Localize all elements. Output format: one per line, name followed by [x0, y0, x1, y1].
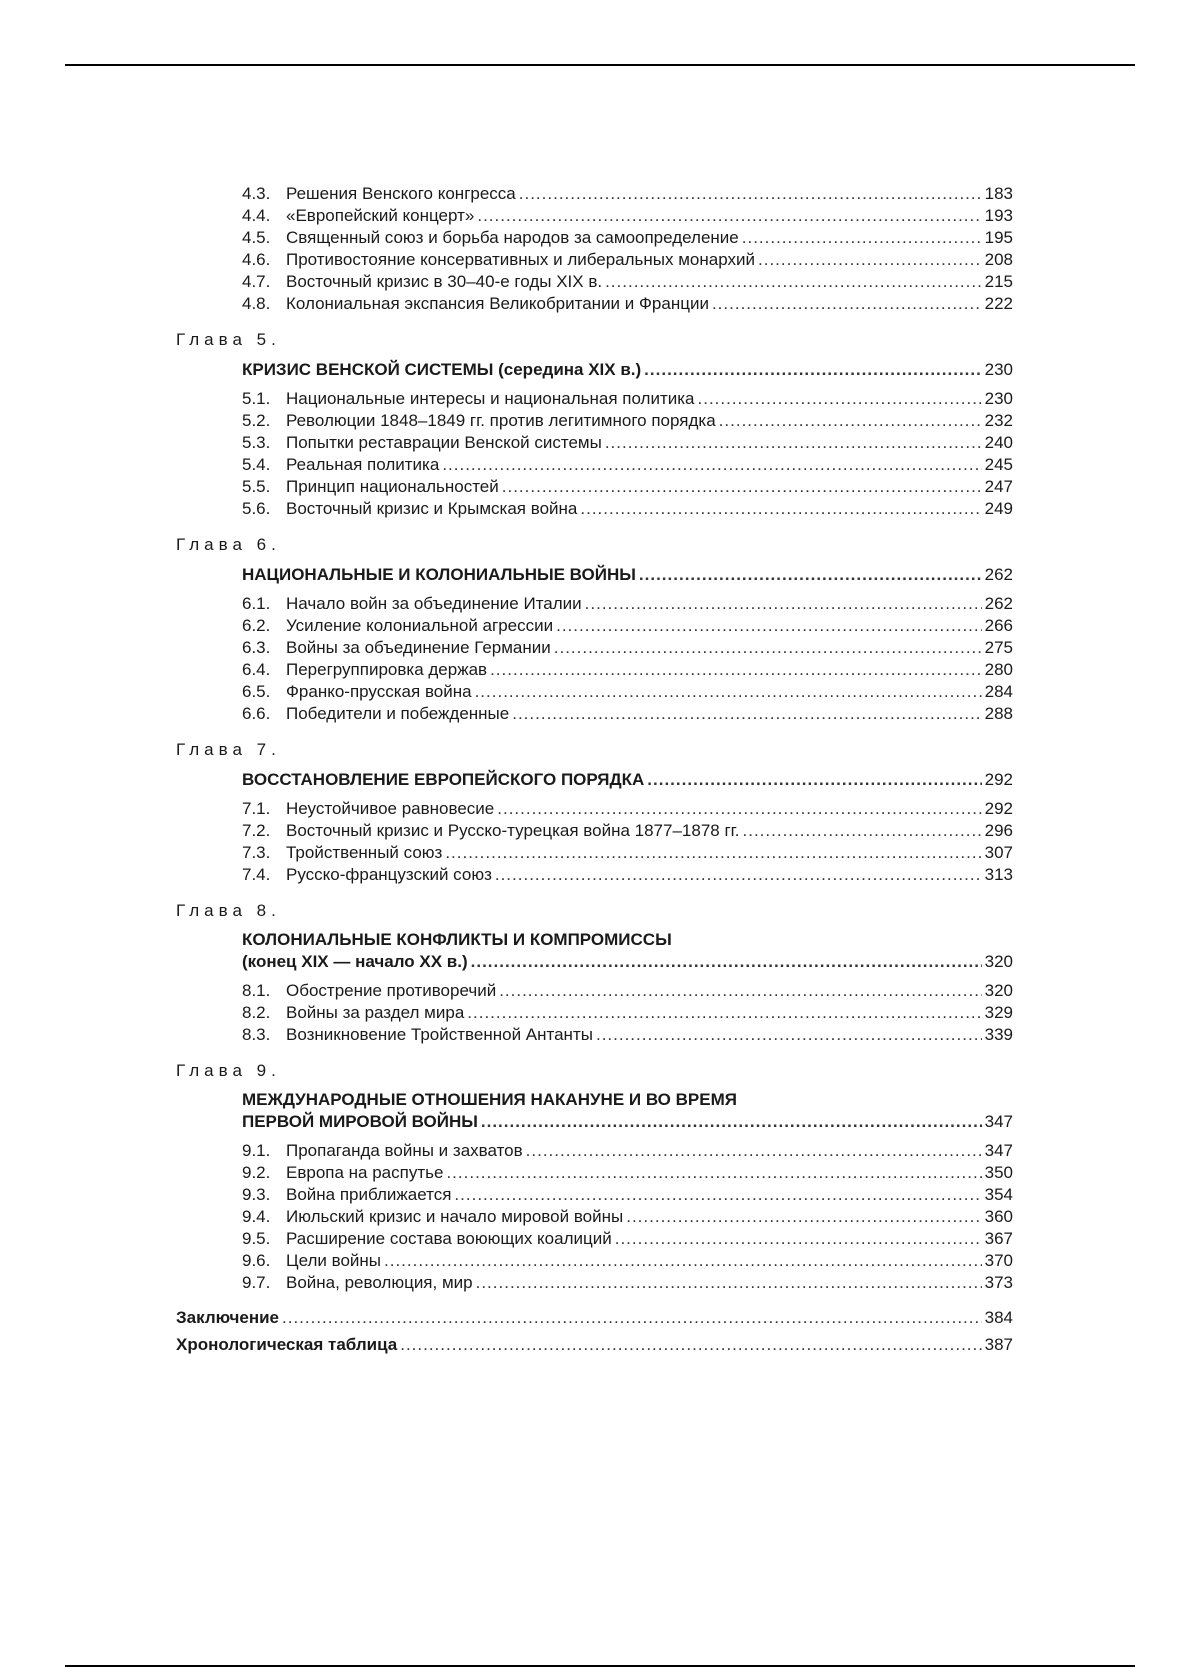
- page-number: 288: [984, 704, 1013, 723]
- toc-entry-6-6[interactable]: [242, 703, 1013, 725]
- dot-leader: [454, 1184, 981, 1206]
- entry-title: Национальные интересы и национальная политика: [286, 389, 695, 408]
- entry-title: Война приближается: [286, 1185, 452, 1204]
- dot-leader: [476, 1272, 982, 1294]
- entry-number: 6.2.: [242, 616, 271, 635]
- entry-title: Перегруппировка держав: [286, 660, 488, 679]
- entry-number: 5.2.: [242, 411, 271, 430]
- toc-entry-chronology[interactable]: [176, 1334, 1013, 1356]
- page-number: 208: [984, 250, 1013, 269]
- entry-number: 9.1.: [242, 1141, 271, 1160]
- dot-leader: [626, 1206, 981, 1228]
- entry-title: Восточный кризис в 30–40-е годы XIX в.: [286, 272, 603, 291]
- page-number: 275: [984, 638, 1013, 657]
- entry-number: 4.4.: [242, 206, 271, 225]
- entry-title: Принцип национальностей: [286, 477, 499, 496]
- dot-leader: [647, 769, 981, 791]
- entry-title: Расширение состава воюющих коалиций: [286, 1229, 612, 1248]
- page-number: 307: [984, 843, 1013, 862]
- entry-number: 5.4.: [242, 455, 271, 474]
- page-number: 387: [984, 1335, 1013, 1354]
- dot-leader: [445, 842, 981, 864]
- chapter-9-title-line1[interactable]: МЕЖДУНАРОДНЫЕ ОТНОШЕНИЯ НАКАНУНЕ И ВО ВРЕМЯ: [242, 1090, 737, 1109]
- dot-leader: [400, 1334, 981, 1356]
- chapter-title: ПЕРВОЙ МИРОВОЙ ВОЙНЫ: [242, 1112, 478, 1131]
- toc-entry-5-3[interactable]: [242, 432, 1013, 454]
- dot-leader: [596, 1024, 982, 1046]
- chapter-label: Глава 7.: [176, 740, 281, 759]
- page-number: 230: [984, 389, 1013, 408]
- entry-title: Решения Венского конгресса: [286, 184, 516, 203]
- page-number: 195: [984, 228, 1013, 247]
- toc-entry-4-5[interactable]: [242, 227, 1013, 249]
- entry-number: 8.1.: [242, 981, 271, 1000]
- dot-leader: [615, 1228, 982, 1250]
- dot-leader: [639, 564, 982, 586]
- entry-number: 5.3.: [242, 433, 271, 452]
- entry-title: Колониальная экспансия Великобритании и Франции: [286, 294, 709, 313]
- chapter-5-heading[interactable]: [242, 359, 1013, 381]
- chapter-9-heading[interactable]: [242, 1111, 1013, 1133]
- entry-title: Возникновение Тройственной Антанты: [286, 1025, 593, 1044]
- entry-number: 9.5.: [242, 1229, 271, 1248]
- entry-title: Войны за объединение Германии: [286, 638, 551, 657]
- chapter-label: Глава 6.: [176, 535, 281, 554]
- page-number: 347: [984, 1141, 1013, 1160]
- toc-entry-9-6[interactable]: [242, 1250, 1013, 1272]
- dot-leader: [712, 293, 982, 315]
- dot-leader: [497, 798, 981, 820]
- entry-title: Заключение: [176, 1308, 279, 1327]
- page-number: 249: [984, 499, 1013, 518]
- toc-entry-6-1[interactable]: [242, 593, 1013, 615]
- entry-number: 5.5.: [242, 477, 271, 496]
- page-number: 292: [984, 799, 1013, 818]
- entry-title: Начало войн за объединение Италии: [286, 594, 582, 613]
- toc-entry-9-2[interactable]: [242, 1162, 1013, 1184]
- dot-leader: [605, 271, 982, 293]
- toc-entry-9-3[interactable]: [242, 1184, 1013, 1206]
- entry-number: 4.6.: [242, 250, 271, 269]
- toc-entry-5-5[interactable]: [242, 476, 1013, 498]
- dot-leader: [442, 454, 981, 476]
- page-number: 222: [984, 294, 1013, 313]
- page-number: 262: [984, 594, 1013, 613]
- dot-leader: [512, 703, 981, 725]
- entry-number: 9.7.: [242, 1273, 271, 1292]
- toc-entry-6-3[interactable]: [242, 637, 1013, 659]
- toc-entry-9-5[interactable]: [242, 1228, 1013, 1250]
- entry-title: Усиление колониальной агрессии: [286, 616, 554, 635]
- entry-title: Восточный кризис и Крымская война: [286, 499, 578, 518]
- toc-entry-conclusion[interactable]: [176, 1307, 1013, 1329]
- dot-leader: [719, 410, 982, 432]
- entry-number: 6.3.: [242, 638, 271, 657]
- entry-title: Франко-прусская война: [286, 682, 472, 701]
- page-number: 266: [984, 616, 1013, 635]
- page-number: 296: [984, 821, 1013, 840]
- dot-leader: [471, 951, 982, 973]
- chapter-label: Глава 9.: [176, 1061, 281, 1080]
- page-number: 320: [984, 981, 1013, 1000]
- entry-title: Восточный кризис и Русско-турецкая война 1877–1878 гг.: [286, 821, 740, 840]
- entry-number: 8.2.: [242, 1003, 271, 1022]
- page-number: 193: [984, 206, 1013, 225]
- entry-number: 6.4.: [242, 660, 271, 679]
- dot-leader: [742, 227, 982, 249]
- chapter-title: НАЦИОНАЛЬНЫЕ И КОЛОНИАЛЬНЫЕ ВОЙНЫ: [242, 565, 636, 584]
- page-number: 240: [984, 433, 1013, 452]
- entry-number: 7.4.: [242, 865, 271, 884]
- entry-title: «Европейский концерт»: [286, 206, 475, 225]
- entry-number: 4.7.: [242, 272, 271, 291]
- chapter-label: Глава 8.: [176, 901, 281, 920]
- toc-entry-8-1[interactable]: [242, 980, 1013, 1002]
- toc-entry-5-1[interactable]: [242, 388, 1013, 410]
- dot-leader: [743, 820, 982, 842]
- entry-title: Пропаганда войны и захватов: [286, 1141, 523, 1160]
- dot-leader: [467, 1002, 981, 1024]
- page-number: 262: [984, 565, 1013, 584]
- page-number: 230: [984, 360, 1013, 379]
- dot-leader: [477, 205, 981, 227]
- page-number: 284: [984, 682, 1013, 701]
- dot-leader: [475, 681, 982, 703]
- entry-title: Войны за раздел мира: [286, 1003, 465, 1022]
- entry-number: 7.1.: [242, 799, 271, 818]
- page-number: 339: [984, 1025, 1013, 1044]
- page-number: 350: [984, 1163, 1013, 1182]
- page-number: 245: [984, 455, 1013, 474]
- entry-title: Противостояние консервативных и либеральных монархий: [286, 250, 755, 269]
- entry-title: Хронологическая таблица: [176, 1335, 398, 1354]
- dot-leader: [554, 637, 982, 659]
- toc-entry-6-4[interactable]: [242, 659, 1013, 681]
- entry-number: 9.4.: [242, 1207, 271, 1226]
- entry-number: 9.3.: [242, 1185, 271, 1204]
- page-number: 292: [984, 770, 1013, 789]
- page-number: 247: [984, 477, 1013, 496]
- page-number: 373: [984, 1273, 1013, 1292]
- entry-title: Европа на распутье: [286, 1163, 444, 1182]
- entry-number: 4.3.: [242, 184, 271, 203]
- entry-number: 6.1.: [242, 594, 271, 613]
- page-number: 354: [984, 1185, 1013, 1204]
- entry-number: 5.6.: [242, 499, 271, 518]
- dot-leader: [605, 432, 982, 454]
- toc-entry-4-4[interactable]: [242, 205, 1013, 227]
- toc-entry-6-2[interactable]: [242, 615, 1013, 637]
- entry-title: Цели войны: [286, 1251, 382, 1270]
- page-number: 360: [984, 1207, 1013, 1226]
- entry-title: Тройственный союз: [286, 843, 443, 862]
- dot-leader: [585, 593, 982, 615]
- toc-entry-9-4[interactable]: [242, 1206, 1013, 1228]
- dot-leader: [490, 659, 982, 681]
- toc-entry-8-2[interactable]: [242, 1002, 1013, 1024]
- toc-entry-7-4[interactable]: [242, 864, 1013, 886]
- page-number: 370: [984, 1251, 1013, 1270]
- entry-number: 8.3.: [242, 1025, 271, 1044]
- entry-title: Неустойчивое равновесие: [286, 799, 495, 818]
- top-rule: [65, 64, 1135, 66]
- page-number: 280: [984, 660, 1013, 679]
- toc-entry-4-7[interactable]: [242, 271, 1013, 293]
- page-number: 347: [984, 1112, 1013, 1131]
- chapter-title: ВОССТАНОВЛЕНИЕ ЕВРОПЕЙСКОГО ПОРЯДКА: [242, 770, 645, 789]
- chapter-8-title-line1[interactable]: КОЛОНИАЛЬНЫЕ КОНФЛИКТЫ И КОМПРОМИССЫ: [242, 930, 672, 949]
- dot-leader: [519, 183, 982, 205]
- dot-leader: [556, 615, 982, 637]
- entry-number: 6.5.: [242, 682, 271, 701]
- toc-entry-7-2[interactable]: [242, 820, 1013, 842]
- dot-leader: [282, 1307, 982, 1329]
- toc-entry-9-1[interactable]: [242, 1140, 1013, 1162]
- entry-title: Революции 1848–1849 гг. против легитимного порядка: [286, 411, 716, 430]
- dot-leader: [758, 249, 982, 271]
- page-number: 384: [984, 1308, 1013, 1327]
- dot-leader: [384, 1250, 982, 1272]
- dot-leader: [644, 359, 981, 381]
- toc-entry-4-8[interactable]: [242, 293, 1013, 315]
- toc-entry-7-1[interactable]: [242, 798, 1013, 820]
- page-number: 232: [984, 411, 1013, 430]
- entry-title: Попытки реставрации Венской системы: [286, 433, 602, 452]
- chapter-7-heading[interactable]: [242, 769, 1013, 791]
- chapter-title: КРИЗИС ВЕНСКОЙ СИСТЕМЫ (середина XIX в.): [242, 360, 642, 379]
- toc-entry-9-7[interactable]: [242, 1272, 1013, 1294]
- dot-leader: [526, 1140, 982, 1162]
- toc-entry-5-4[interactable]: [242, 454, 1013, 476]
- entry-number: 6.6.: [242, 704, 271, 723]
- toc-entry-7-3[interactable]: [242, 842, 1013, 864]
- dot-leader: [698, 388, 982, 410]
- toc-entry-4-6[interactable]: [242, 249, 1013, 271]
- page-number: 313: [984, 865, 1013, 884]
- toc-entry-8-3[interactable]: [242, 1024, 1013, 1046]
- toc-entry-4-3[interactable]: [242, 183, 1013, 205]
- entry-number: 4.5.: [242, 228, 271, 247]
- entry-number: 9.2.: [242, 1163, 271, 1182]
- entry-title: Победители и побежденные: [286, 704, 510, 723]
- chapter-title: (конец XIX — начало XX в.): [242, 952, 468, 971]
- entry-title: Война, революция, мир: [286, 1273, 473, 1292]
- dot-leader: [446, 1162, 981, 1184]
- dot-leader: [481, 1111, 982, 1133]
- toc-entry-6-5[interactable]: [242, 681, 1013, 703]
- entry-title: Обострение противоречий: [286, 981, 497, 1000]
- entry-title: Русско-французский союз: [286, 865, 492, 884]
- dot-leader: [495, 864, 982, 886]
- page-number: 329: [984, 1003, 1013, 1022]
- entry-number: 5.1.: [242, 389, 271, 408]
- page-number: 215: [984, 272, 1013, 291]
- entry-title: Реальная политика: [286, 455, 440, 474]
- dot-leader: [499, 980, 981, 1002]
- entry-title: Священный союз и борьба народов за самоопределение: [286, 228, 739, 247]
- toc-entry-5-2[interactable]: [242, 410, 1013, 432]
- entry-number: 4.8.: [242, 294, 271, 313]
- chapter-label: Глава 5.: [176, 330, 281, 349]
- page-number: 367: [984, 1229, 1013, 1248]
- dot-leader: [580, 498, 981, 520]
- chapter-8-heading[interactable]: [242, 951, 1013, 973]
- entry-number: 7.2.: [242, 821, 271, 840]
- page-number: 183: [984, 184, 1013, 203]
- chapter-6-heading[interactable]: [242, 564, 1013, 586]
- entry-number: 9.6.: [242, 1251, 271, 1270]
- entry-number: 7.3.: [242, 843, 271, 862]
- page-number: 320: [984, 952, 1013, 971]
- entry-title: Июльский кризис и начало мировой войны: [286, 1207, 624, 1226]
- toc-entry-5-6[interactable]: [242, 498, 1013, 520]
- dot-leader: [502, 476, 982, 498]
